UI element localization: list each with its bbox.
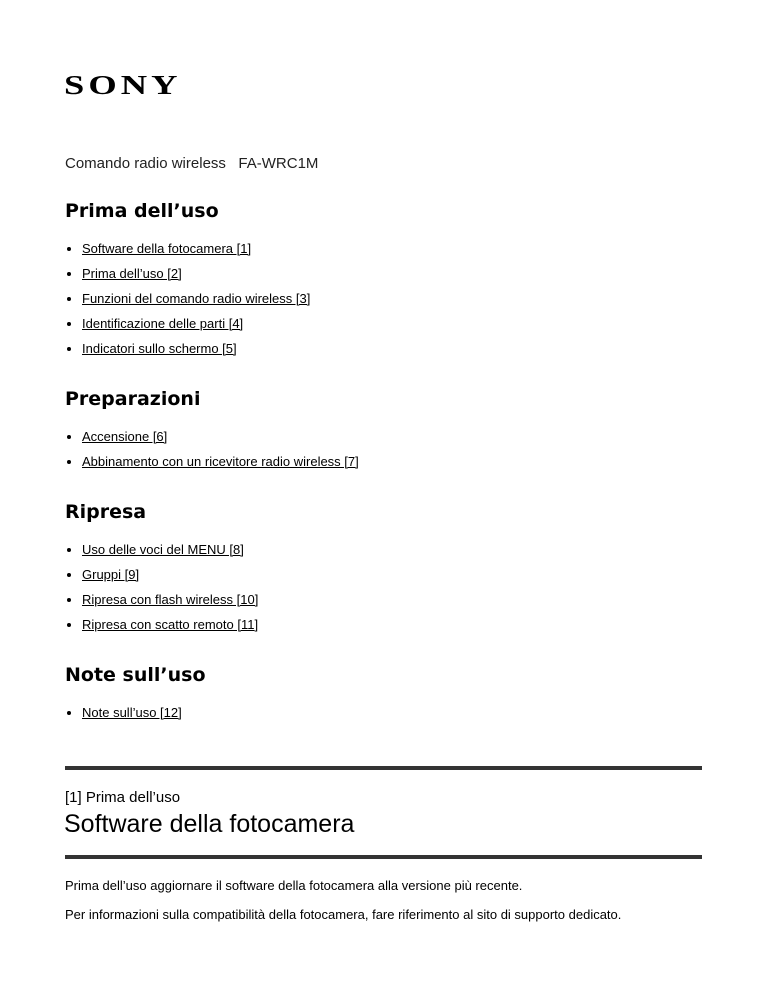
section-divider-top	[65, 766, 702, 770]
list-item	[65, 340, 705, 365]
toc-link-indicatori-schermo[interactable]: Indicatori sullo schermo [5]	[82, 341, 237, 356]
list-item	[65, 616, 705, 641]
toc-link-software-fotocamera[interactable]: Software della fotocamera [1]	[82, 241, 252, 256]
section-divider-bottom	[65, 855, 702, 859]
body-paragraph: Per informazioni sulla compatibilità della fotocamera, fare riferimento al sito di supporto dedicato.	[65, 907, 622, 922]
table-of-contents	[65, 198, 705, 750]
toc-link-funzioni[interactable]: Funzioni del comando radio wireless [3]	[82, 291, 311, 306]
product-title: Comando radio wireless FA-WRC1M	[65, 155, 319, 172]
page-title: Software della fotocamera	[64, 810, 355, 838]
toc-link-flash-wireless[interactable]: Ripresa con flash wireless [10]	[82, 592, 259, 607]
toc-link-note-uso[interactable]: Note sull’uso [12]	[82, 705, 182, 720]
list-item	[65, 704, 705, 729]
toc-link-voci-menu[interactable]: Uso delle voci del MENU [8]	[82, 542, 244, 557]
section-list-note-uso	[65, 704, 705, 729]
section-title-note-uso: Note sull’uso	[65, 664, 206, 686]
section-title-ripresa: Ripresa	[65, 501, 147, 523]
list-item	[65, 453, 705, 478]
toc-link-abbinamento[interactable]: Abbinamento con un ricevitore radio wireless [7]	[82, 454, 359, 469]
list-item	[65, 290, 705, 315]
list-item	[65, 541, 705, 566]
toc-link-scatto-remoto[interactable]: Ripresa con scatto remoto [11]	[82, 617, 259, 632]
list-item	[65, 428, 705, 453]
breadcrumb: [1] Prima dell’uso	[65, 789, 181, 806]
section-list-prima-uso	[65, 240, 705, 365]
list-item	[65, 591, 705, 616]
section-title-preparazioni: Preparazioni	[65, 388, 201, 410]
list-item	[65, 240, 705, 265]
list-item	[65, 315, 705, 340]
sony-logo: SONY	[64, 70, 182, 100]
toc-link-identificazione-parti[interactable]: Identificazione delle parti [4]	[82, 316, 244, 331]
list-item	[65, 566, 705, 591]
section-list-ripresa	[65, 541, 705, 641]
toc-link-accensione[interactable]: Accensione [6]	[82, 429, 168, 444]
section-title-prima-uso: Prima dell’uso	[65, 200, 219, 222]
body-paragraph: Prima dell’uso aggiornare il software della fotocamera alla versione più recente.	[65, 878, 523, 893]
section-list-preparazioni	[65, 428, 705, 478]
list-item	[65, 265, 705, 290]
toc-link-gruppi[interactable]: Gruppi [9]	[82, 567, 140, 582]
toc-link-prima-uso[interactable]: Prima dell’uso [2]	[82, 266, 182, 281]
